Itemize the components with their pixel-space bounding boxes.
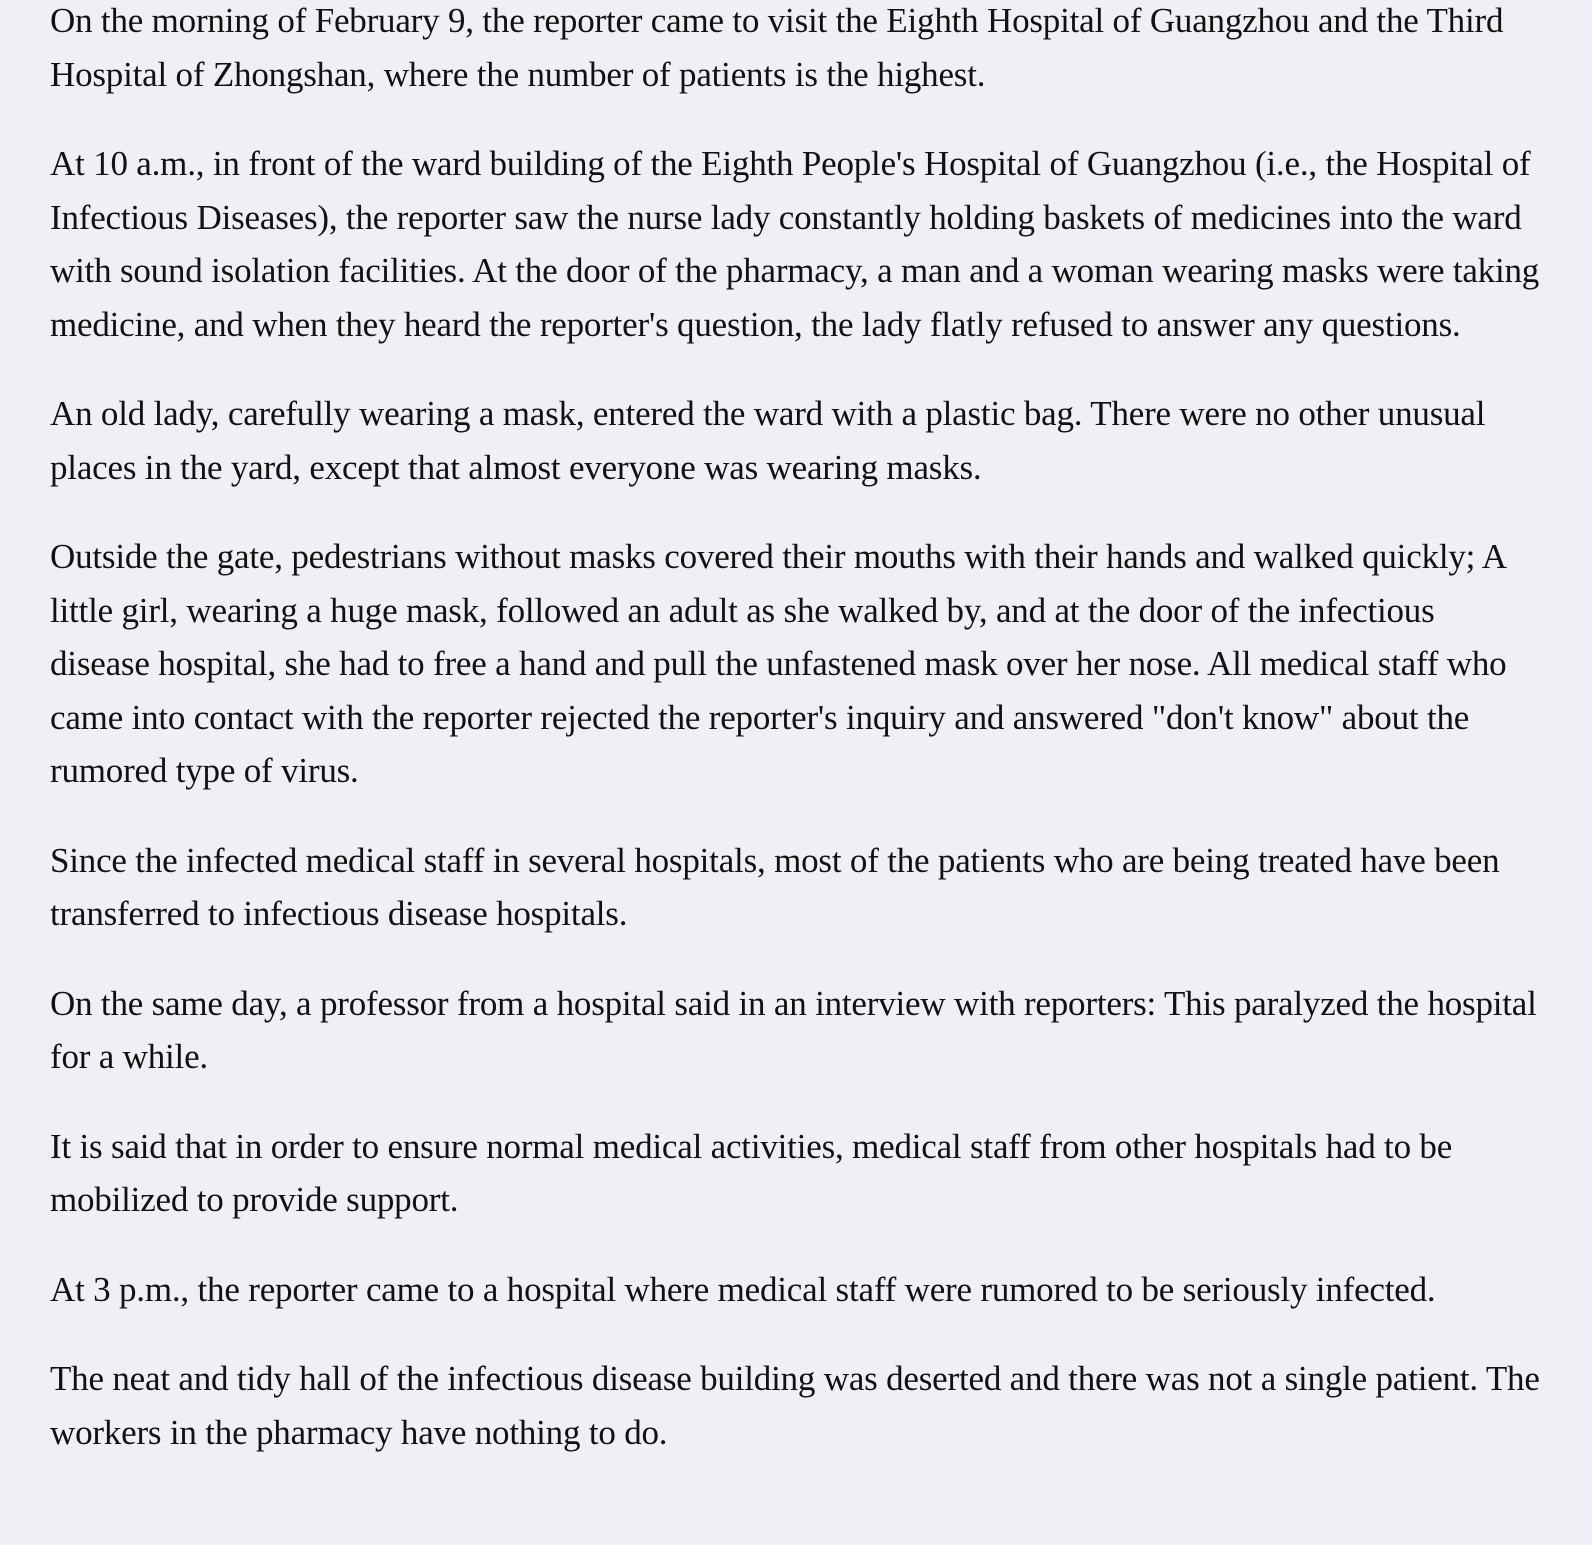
paragraph-3: An old lady, carefully wearing a mask, entered the ward with a plastic bag. There were no other unusual places in the yard, except that almost everyone was wearing masks. — [50, 394, 1486, 487]
paragraph-8: At 3 p.m., the reporter came to a hospital where medical staff were rumored to be seriously infected. — [50, 1269, 1436, 1309]
paragraph-5: Since the infected medical staff in several hospitals, most of the patients who are being treated have been transferred to infectious disease hospitals. — [50, 840, 1500, 933]
paragraph-1: On the morning of February 9, the reporter came to visit the Eighth Hospital of Guangzhou and the Third Hospital of Zhongshan, where the number of patients is the highest. — [50, 1, 1504, 94]
paragraph-7: It is said that in order to ensure normal medical activities, medical staff from other hospitals had to be mobilized to provide support. — [50, 1126, 1453, 1219]
paragraph-6: On the same day, a professor from a hospital said in an interview with reporters: This paralyzed the hospital for a while. — [50, 983, 1537, 1076]
paragraph-9: The neat and tidy hall of the infectious disease building was deserted and there was not a single patient. The workers in the pharmacy have nothing to do. — [50, 1359, 1540, 1452]
paragraph-4: Outside the gate, pedestrians without masks covered their mouths with their hands and walked quickly; A little girl, wearing a huge mask, followed an adult as she walked by, and at the door of the infectious disease hospital, she had to free a hand and pull the unfastened mask over her nose. All medical staff who came into contact with the reporter rejected the reporter's inquiry and answered "don't know" about the rumored type of virus. — [50, 537, 1507, 790]
paragraph-2: At 10 a.m., in front of the ward building of the Eighth People's Hospital of Guangzhou (i.e., the Hospital of Infectious Diseases), the reporter saw the nurse lady constantly holding baskets of medicines into the ward with sound isolation facilities. At the door of the pharmacy, a man and a woman wearing masks were taking medicine, and when they heard the reporter's question, the lady flatly refused to answer any questions. — [50, 144, 1540, 344]
